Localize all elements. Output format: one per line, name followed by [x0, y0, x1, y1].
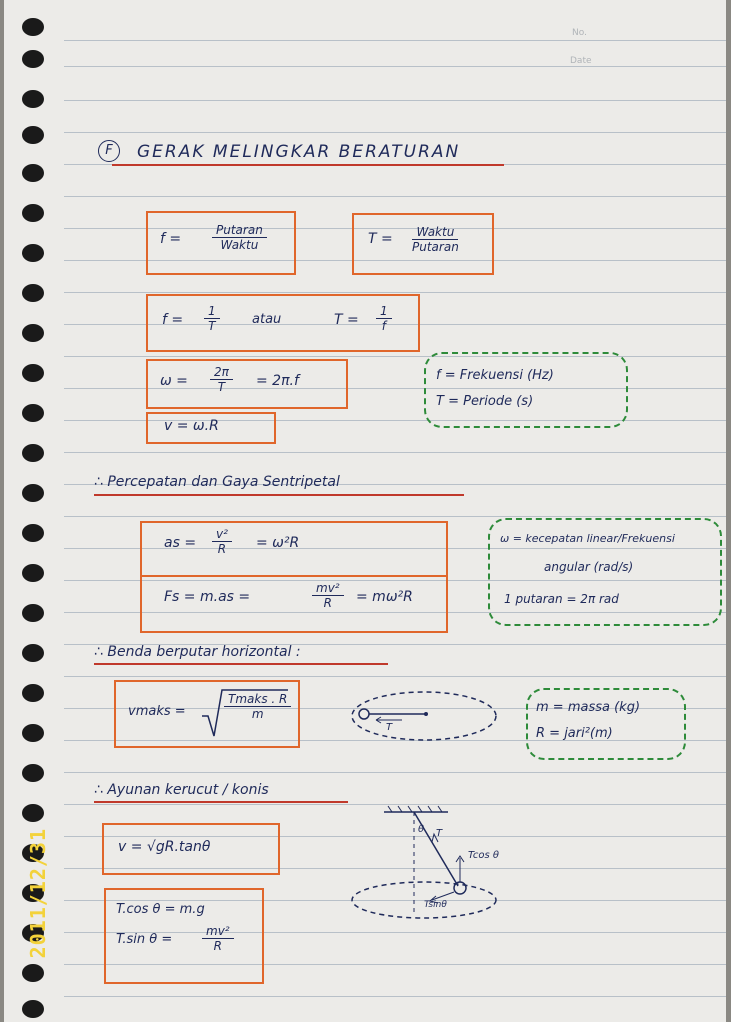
- formula-lhs: f =: [160, 231, 182, 247]
- formula-box-period: [352, 213, 494, 275]
- numerator: 2π: [210, 365, 233, 380]
- title-underline: [112, 164, 504, 166]
- date-stamp: 2011/12/31: [26, 828, 50, 959]
- notebook-page: [4, 0, 726, 1022]
- denominator: R: [217, 542, 227, 556]
- formula-lhs: ω =: [160, 373, 188, 389]
- note-line: angular (rad/s): [544, 560, 634, 574]
- rule-line: [64, 292, 726, 293]
- binder-hole: [22, 564, 44, 582]
- binder-hole: [22, 644, 44, 662]
- section-heading: ∴ Percepatan dan Gaya Sentripetal: [94, 474, 340, 490]
- fraction: [212, 223, 267, 252]
- binder-hole: [22, 204, 44, 222]
- numerator: 1: [204, 304, 220, 319]
- numerator: mv²: [202, 924, 234, 939]
- numerator: v²: [212, 527, 232, 542]
- denominator: f: [381, 319, 386, 333]
- numerator: mv²: [312, 581, 344, 596]
- formula-box-vmax: [114, 680, 300, 748]
- note-line: R = jari²(m): [536, 726, 613, 741]
- note-cloud-definitions: [424, 352, 628, 428]
- formula-box-frequency: [146, 211, 296, 275]
- rule-line: [64, 196, 726, 197]
- numerator: 1: [376, 304, 392, 319]
- section-underline: [94, 663, 388, 665]
- section-underline: [94, 801, 348, 803]
- formula-box-linear-velocity: [146, 412, 276, 444]
- binder-hole: [22, 284, 44, 302]
- note-line: f = Frekuensi (Hz): [436, 368, 554, 383]
- conical-pendulum-diagram: [344, 800, 524, 930]
- tension-label: T: [436, 828, 443, 839]
- binder-hole: [22, 126, 44, 144]
- rule-line: [64, 996, 726, 997]
- fraction: [312, 581, 344, 610]
- denominator: m: [251, 707, 264, 721]
- formula-text: v = √gR.tanθ: [118, 839, 211, 855]
- binder-hole: [22, 404, 44, 422]
- rule-line: [64, 356, 726, 357]
- row-divider: [142, 575, 446, 577]
- formula-box-angular-velocity: [146, 359, 348, 409]
- binder-hole: [22, 90, 44, 108]
- binder-hole: [22, 764, 44, 782]
- denominator: Putaran: [412, 240, 459, 254]
- denominator: Waktu: [220, 238, 259, 252]
- binder-hole: [22, 724, 44, 742]
- formula-lhs: vmaks =: [128, 704, 186, 719]
- formula-rhs: = mω²R: [356, 589, 413, 605]
- formula-rhs: = 2π.f: [256, 373, 299, 389]
- denominator: R: [213, 939, 222, 953]
- formula-box-relation: [146, 294, 420, 352]
- formula-lhs: Fs = m.as =: [164, 589, 251, 605]
- numerator: Putaran: [212, 223, 267, 238]
- title-marker: F: [98, 140, 120, 162]
- fraction: [202, 924, 234, 953]
- rule-line: [64, 66, 726, 67]
- binder-hole: [22, 524, 44, 542]
- binder-hole: [22, 244, 44, 262]
- binder-hole: [22, 1000, 44, 1018]
- note-cloud-mass-radius: [526, 688, 686, 760]
- formula-box-conical-velocity: [102, 823, 280, 875]
- binder-hole: [22, 684, 44, 702]
- formula-lhs: T =: [334, 312, 359, 328]
- binder-hole: [22, 164, 44, 182]
- horizontal-circle-diagram: [344, 684, 504, 748]
- fraction: [210, 365, 233, 394]
- note-line: 1 putaran = 2π rad: [504, 592, 619, 606]
- tension-cos-label: Tcos θ: [468, 850, 499, 861]
- formula-box-centripetal: [140, 521, 448, 633]
- fraction: [224, 692, 291, 721]
- section-heading: ∴ Ayunan kerucut / konis: [94, 782, 269, 798]
- corner-no-label: No.: [572, 28, 587, 38]
- rule-line: [64, 100, 726, 101]
- fraction: [412, 225, 459, 254]
- denominator: T: [208, 319, 216, 333]
- binder-hole: [22, 444, 44, 462]
- formula-line: T.cos θ = m.g: [116, 902, 205, 917]
- binder-hole: [22, 484, 44, 502]
- denominator: R: [323, 596, 332, 610]
- note-cloud-omega: [488, 518, 722, 626]
- rule-line: [64, 772, 726, 773]
- rule-line: [64, 516, 726, 517]
- numerator: Waktu: [412, 225, 458, 240]
- fraction: [212, 527, 232, 556]
- formula-lhs: as =: [164, 535, 197, 551]
- tension-sin-label: Tsinθ: [424, 900, 447, 910]
- rule-line: [64, 452, 726, 453]
- denominator: T: [217, 380, 226, 394]
- formula-lhs: f =: [162, 312, 184, 328]
- fraction: [376, 304, 392, 333]
- formula-lhs: T.sin θ =: [116, 932, 173, 947]
- note-line: ω = kecepatan linear/Frekuensi: [500, 532, 675, 545]
- formula-text: v = ω.R: [164, 418, 219, 434]
- rule-line: [64, 676, 726, 677]
- rule-line: [64, 40, 726, 41]
- binder-hole: [22, 804, 44, 822]
- corner-date-label: Date: [570, 56, 592, 66]
- angle-label: θ: [418, 824, 425, 835]
- formula-rhs: = ω²R: [256, 535, 300, 551]
- binder-hole: [22, 50, 44, 68]
- note-line: T = Periode (s): [436, 394, 534, 409]
- binder-hole: [22, 964, 44, 982]
- section-underline: [94, 494, 464, 496]
- binder-hole: [22, 364, 44, 382]
- numerator: Tmaks . R: [224, 692, 291, 707]
- formula-box-tension: [104, 888, 264, 984]
- connector-word: atau: [252, 312, 282, 327]
- binder-hole: [22, 18, 44, 36]
- binder-hole: [22, 604, 44, 622]
- binder-hole: [22, 324, 44, 342]
- page-title: GERAK MELINGKAR BERATURAN: [137, 142, 461, 162]
- note-line: m = massa (kg): [536, 700, 641, 715]
- fraction: [204, 304, 220, 333]
- section-heading: ∴ Benda berputar horizontal :: [94, 644, 301, 660]
- formula-lhs: T =: [368, 231, 393, 247]
- rule-line: [64, 132, 726, 133]
- tension-label: T: [386, 722, 393, 733]
